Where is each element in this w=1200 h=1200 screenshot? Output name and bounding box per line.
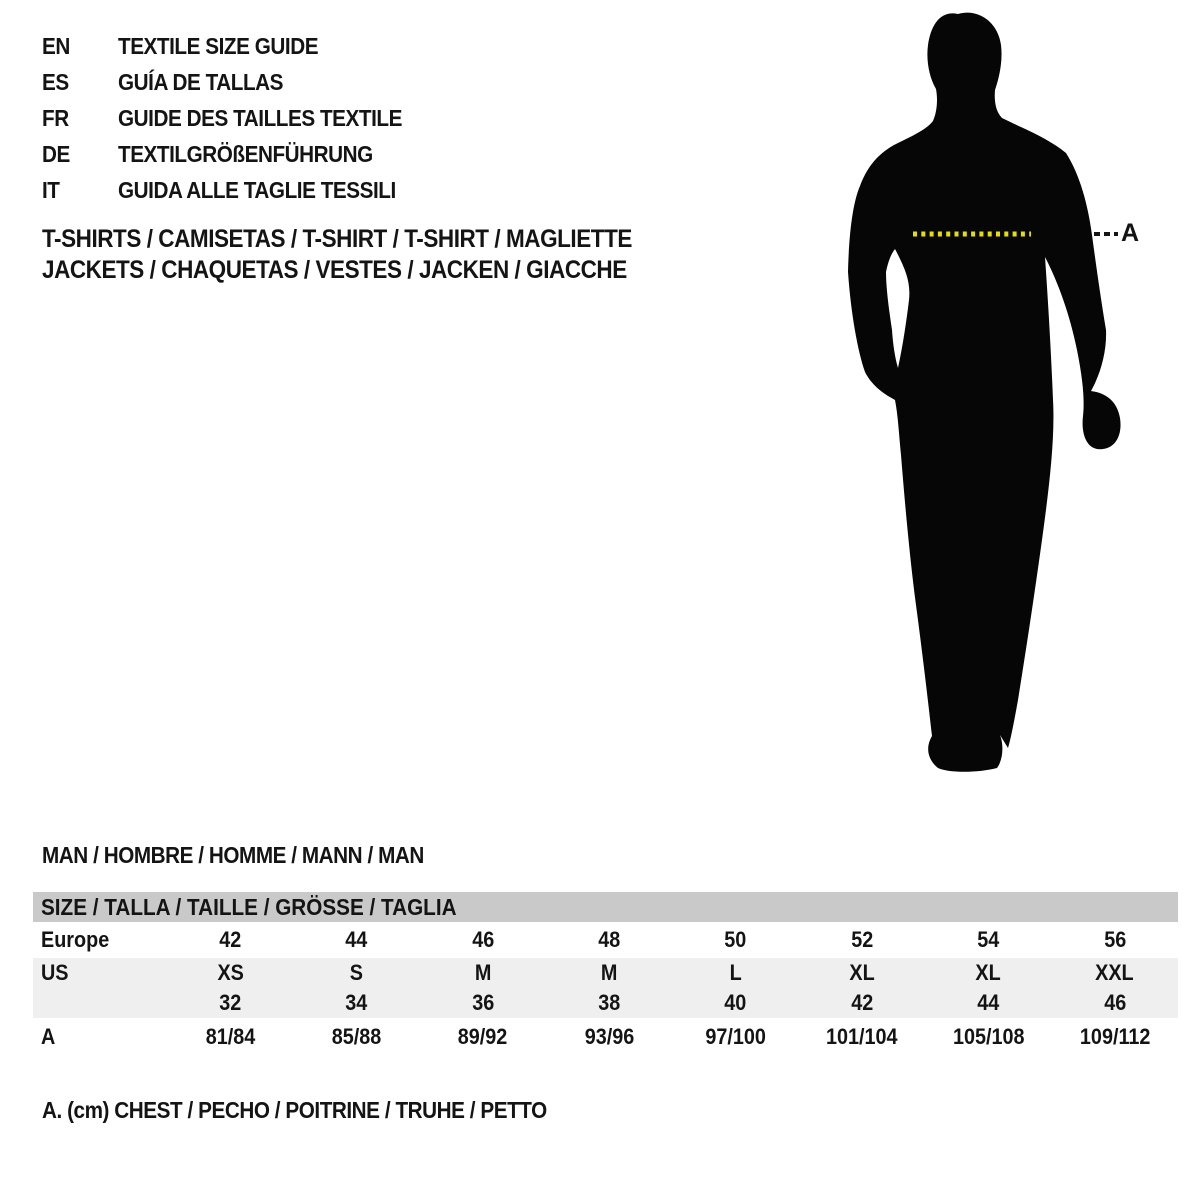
table-row-europe [33,922,1178,958]
size-table [33,892,1178,1056]
language-code [42,177,118,204]
language-title [118,105,434,132]
table-cell [420,960,546,986]
cell-text: L [729,960,742,985]
language-title [118,177,427,204]
cell-text: 89/92 [458,1024,508,1049]
language-title-text: TEXTILGRÖßENFÜHRUNG [118,140,373,167]
language-title-text: GUIDE DES TAILLES TEXTILE [118,104,402,131]
product-line-text: T-SHIRTS / CAMISETAS / T-SHIRT / T-SHIRT / MAGLIETTE [42,225,632,253]
table-cell [673,990,799,1016]
row-label-text: US [41,960,69,985]
table-cell [546,990,672,1016]
language-code [42,105,118,132]
section-title-man [42,842,466,869]
cell-text: 54 [977,927,1000,952]
table-cell [799,927,925,953]
language-code-text: DE [42,140,70,167]
table-cell [546,927,672,953]
language-title-list [42,28,434,208]
table-cell [167,1024,293,1050]
table-cell [167,960,293,986]
language-code-text: EN [42,32,70,59]
language-row-de [42,136,434,172]
table-cell [799,960,925,986]
language-title-text: GUIDA ALLE TAGLIE TESSILI [118,176,396,203]
table-row-numeric [33,988,1178,1018]
table-cell [546,960,672,986]
table-row-us [33,958,1178,988]
cell-text: 105/108 [952,1024,1025,1049]
measure-label-a: A [1121,219,1140,247]
cell-text: 97/100 [705,1024,766,1049]
table-cell [1052,960,1178,986]
table-cell [925,927,1051,953]
cell-text: XS [216,960,244,985]
language-code [42,69,118,96]
section-title-text: MAN / HOMBRE / HOMME / MANN / MAN [42,842,424,868]
table-cell [925,990,1051,1016]
language-title [118,69,301,96]
table-cell [1052,927,1178,953]
cell-text: M [474,960,492,985]
cell-text: 101/104 [826,1024,898,1049]
table-cell [167,927,293,953]
cell-text: 44 [345,927,368,952]
language-code [42,33,118,60]
cell-text: 36 [471,990,494,1015]
cell-text: XL [975,960,1002,985]
cell-text: 50 [724,927,747,952]
table-cell [799,990,925,1016]
cell-text: 40 [724,990,747,1015]
table-cell [546,1024,672,1050]
man-silhouette [820,0,1200,800]
language-row-fr [42,100,434,136]
cell-text: XXL [1095,960,1135,985]
language-code [42,141,118,168]
language-title [118,141,401,168]
row-label [33,990,167,1016]
cell-text: 109/112 [1079,1024,1151,1049]
product-line-tshirts [42,224,697,255]
row-label-text: A [41,1024,56,1049]
table-cell [1052,1024,1178,1050]
cell-text: 42 [219,927,242,952]
man-silhouette-shape [848,13,1121,772]
table-cell [799,1024,925,1050]
row-label-text: Europe [41,927,110,952]
table-cell [167,990,293,1016]
cell-text: 42 [851,990,874,1015]
measurement-legend-text: A. (cm) CHEST / PECHO / POITRINE / TRUHE / PETTO [42,1097,547,1123]
measurement-legend [42,1097,603,1124]
table-cell [925,960,1051,986]
table-cell [293,927,419,953]
cell-text: M [601,960,618,985]
size-table-header [33,892,1178,922]
language-code-text: IT [42,176,60,203]
table-row-chest-a [33,1018,1178,1056]
product-categories [42,224,697,286]
product-line-text: JACKETS / CHAQUETAS / VESTES / JACKEN / GIACCHE [42,256,627,284]
table-cell [420,990,546,1016]
cell-text: 46 [471,927,494,952]
table-cell [293,990,419,1016]
table-cell [1052,990,1178,1016]
cell-text: 32 [219,990,242,1015]
cell-text: 85/88 [331,1024,382,1049]
cell-text: 81/84 [205,1024,255,1049]
table-cell [673,1024,799,1050]
table-cell [293,1024,419,1050]
language-title-text: GUÍA DE TALLAS [118,68,284,95]
language-row-it [42,172,434,208]
row-label [33,927,167,953]
cell-text: 38 [598,990,621,1015]
cell-text: 56 [1103,927,1126,952]
cell-text: 34 [345,990,368,1015]
cell-text: 48 [598,927,621,952]
language-row-en [42,28,434,64]
cell-text: XL [849,960,875,985]
language-code-text: ES [42,68,69,95]
table-cell [673,927,799,953]
size-table-header-text: SIZE / TALLA / TAILLE / GRÖSSE / TAGLIA [41,893,457,920]
cell-text: 93/96 [584,1024,635,1049]
cell-text: 44 [977,990,1000,1015]
row-label [33,1024,167,1050]
cell-text: 52 [851,927,874,952]
language-code-text: FR [42,104,69,131]
language-title [118,33,340,60]
table-cell [673,960,799,986]
product-line-jackets [42,255,697,286]
table-cell [420,1024,546,1050]
cell-text: 46 [1103,990,1126,1015]
table-cell [420,927,546,953]
language-title-text: TEXTILE SIZE GUIDE [118,32,319,59]
table-cell [293,960,419,986]
table-cell [925,1024,1051,1050]
language-row-es [42,64,434,100]
cell-text: S [349,960,364,985]
row-label [33,960,167,986]
